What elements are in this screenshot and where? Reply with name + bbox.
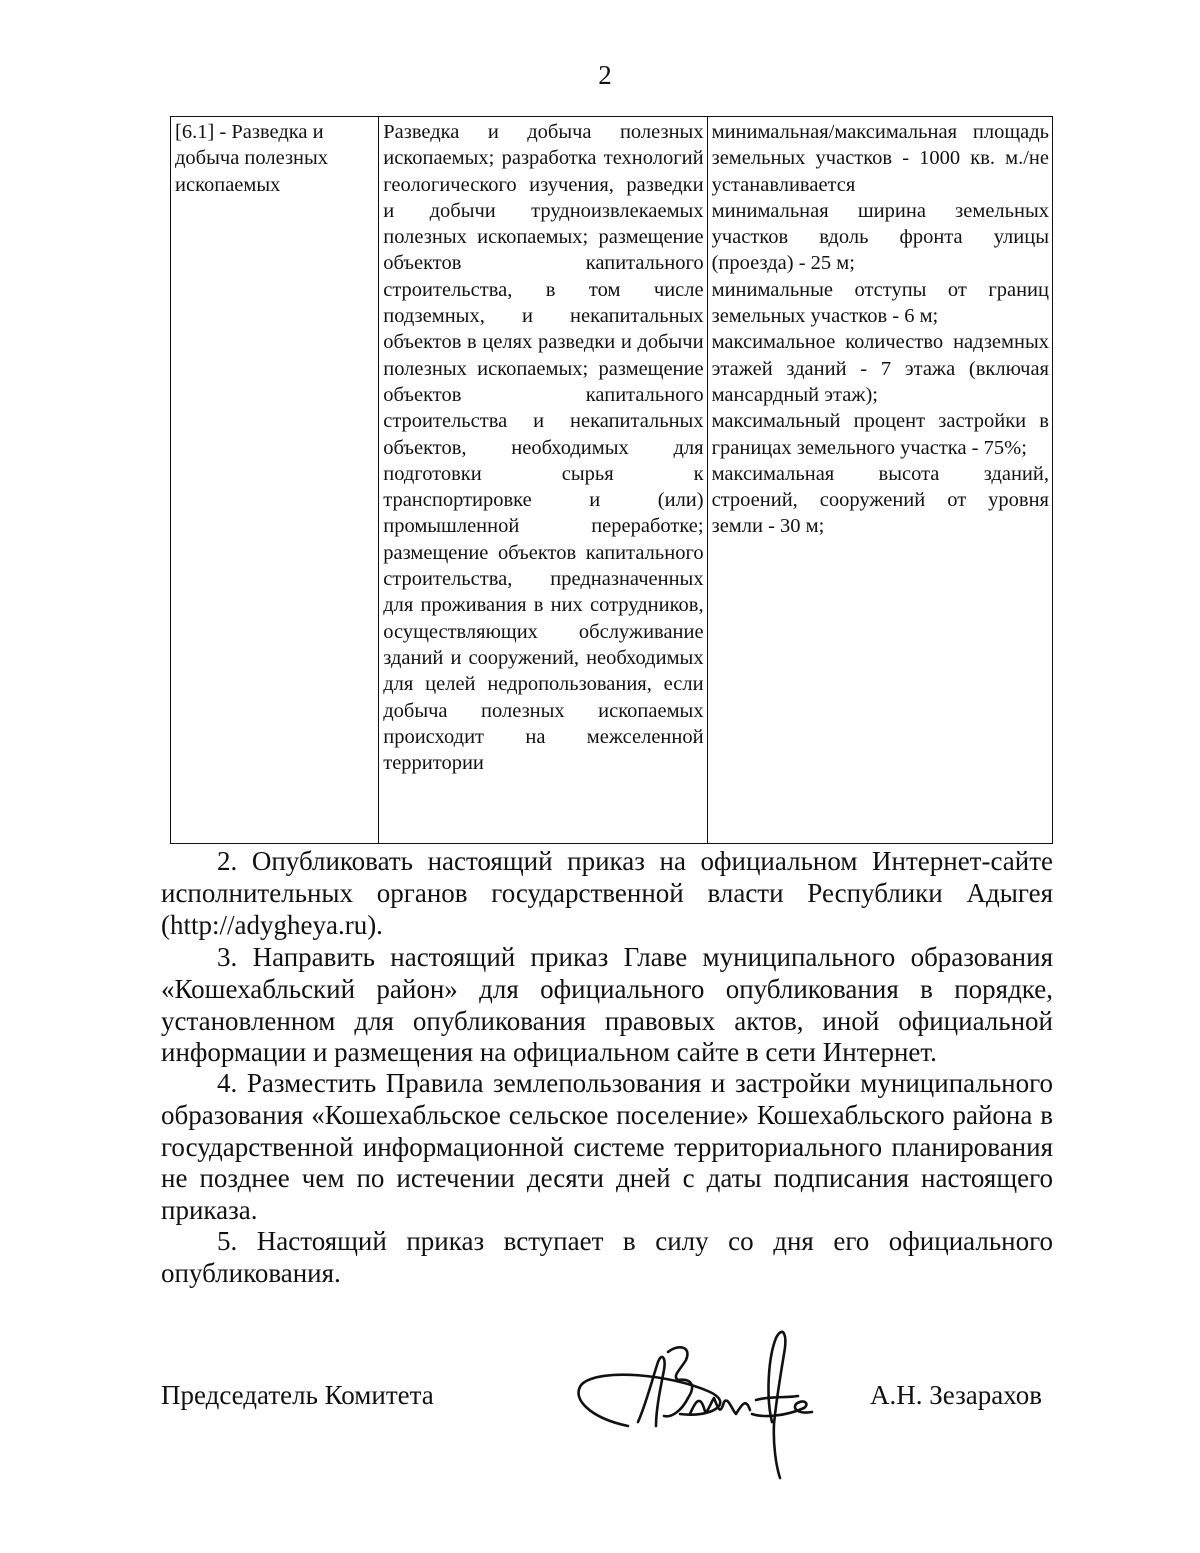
signer-title: Председатель Комитета [161, 1380, 434, 1410]
paragraph-text: 5. Настоящий приказ вступает в силу со дня его официального опубликования. [161, 1226, 1053, 1288]
parameter-item: минимальные отступы от границ земельных участков - 6 м; [711, 278, 1049, 328]
parameter-item: минимальная/максимальная площадь земельных участков - 1000 кв. м./не устанавливается [711, 121, 1049, 196]
signer-name: А.Н. Зезарахов [870, 1380, 1042, 1410]
table-row [171, 117, 1053, 844]
paragraph-publish-site [161, 846, 1053, 941]
parameter-item: минимальная ширина земельных участков вдоль фронта улицы (проезда) - 25 м; [711, 199, 1049, 275]
paragraph-text: 2. Опубликовать настоящий приказ на официальном Интернет-сайте исполнительных органов государственной власти Республики Адыгея (http://adygheya.ru). [161, 846, 1053, 940]
land-use-description-cell: Разведка и добыча полезных ископаемых; разработка технологий геологического изучения, разведки и добычи трудноизвлекаемых полезных ископаемых; размещение объектов капитального строительства, в том числе подземных, и некапитальных объектов в целях разведки и добычи полезных ископаемых; размещение объектов капитального строительства и некапитальных объектов, необходимых для подготовки сырья к транспортировке и (или) промышленной переработке; размещение объектов капитального строительства, предназначенных для проживания в них сотрудников, осуществляющих обслуживание зданий и сооружений, необходимых для целей недропользования, если добыча полезных ископаемых происходит на межселенной территории [379, 117, 707, 844]
parameter-item: максимальный процент застройки в границах земельного участка - 75%; [711, 410, 1049, 459]
land-use-table [170, 116, 1053, 844]
land-use-parameters-cell [707, 117, 1052, 844]
parameter-item: максимальное количество надземных этажей зданий - 7 этажа (включая мансардный этаж); [711, 331, 1049, 406]
paragraph-text: 4. Разместить Правила землепользования и застройки муниципального образования «Кошехабльское сельское поселение» Кошехабльского района в государственной информационной системе территориального планирования не позднее чем по истечении десяти дней с даты подписания настоящего приказа. [161, 1068, 1053, 1226]
paragraph-effective-date [161, 1226, 1053, 1290]
paragraph-text: 3. Направить настоящий приказ Главе муниципального образования «Кошехабльский район» для официального опубликования в порядке, установленном для опубликования правовых актов, иной официальной информации и размещения на официальном сайте в сети Интернет. [161, 942, 1053, 1068]
paragraph-place-rules [161, 1068, 1053, 1227]
paragraph-send-to-head [161, 942, 1053, 1069]
page-number: 2 [598, 60, 612, 90]
land-use-code-cell: [6.1] - Разведка и добыча полезных ископаемых [171, 117, 379, 844]
handwritten-signature [560, 1318, 830, 1488]
parameter-item: максимальная высота зданий, строений, сооружений от уровня земли - 30 м; [711, 462, 1049, 538]
